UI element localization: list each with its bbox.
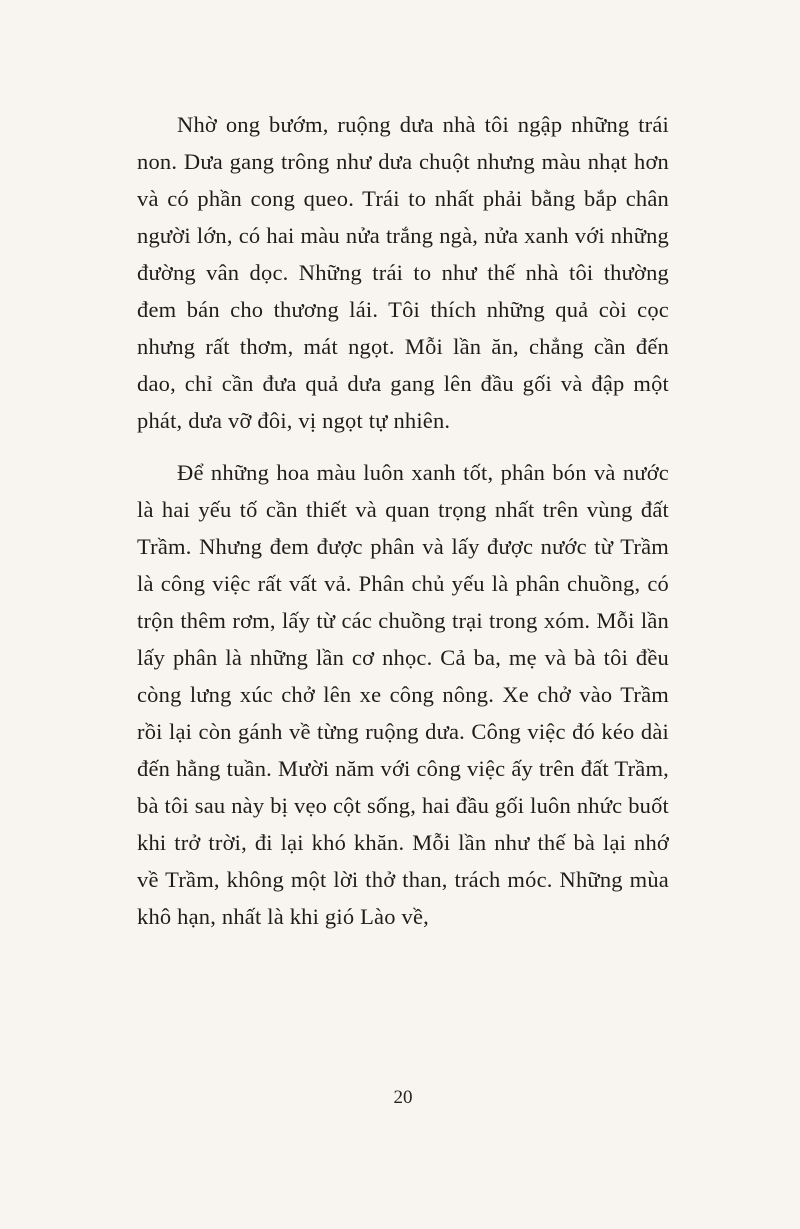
body-paragraph: Nhờ ong bướm, ruộng dưa nhà tôi ngập những trái non. Dưa gang trông như dưa chuột nhưng màu nhạt hơn và có phần cong queo. Trái to nhất phải bằng bắp chân người lớn, có hai màu nửa trắng ngà, nửa xanh với những đường vân dọc. Những trái to như thế nhà tôi thường đem bán cho thương lái. Tôi thích những quả còi cọc nhưng rất thơm, mát ngọt. Mỗi lần ăn, chẳng cần đến dao, chỉ cần đưa quả dưa gang lên đầu gối và đập một phát, dưa vỡ đôi, vị ngọt tự nhiên. — [137, 112, 669, 433]
page-number: 20 — [393, 1087, 413, 1108]
body-paragraph: Để những hoa màu luôn xanh tốt, phân bón và nước là hai yếu tố cần thiết và quan trọng nhất trên vùng đất Trầm. Nhưng đem được phân và lấy được nước từ Trầm là công việc rất vất vả. Phân chủ yếu là phân chuồng, có trộn thêm rơm, lấy từ các chuồng trại trong xóm. Mỗi lần lấy phân là những lần cơ nhọc. Cả ba, mẹ và bà tôi đều còng lưng xúc chở lên xe công nông. Xe chở vào Trầm rồi lại còn gánh về từng ruộng dưa. Công việc đó kéo dài đến hằng tuần. Mười năm với công việc ấy trên đất Trầm, bà tôi sau này bị vẹo cột sống, hai đầu gối luôn nhức buốt khi trở trời, đi lại khó khăn. Mỗi lần như thế bà lại nhớ về Trầm, không một lời thở than, trách móc. Những mùa khô hạn, nhất là khi gió Lào về, — [137, 460, 669, 929]
text-block — [137, 106, 669, 950]
